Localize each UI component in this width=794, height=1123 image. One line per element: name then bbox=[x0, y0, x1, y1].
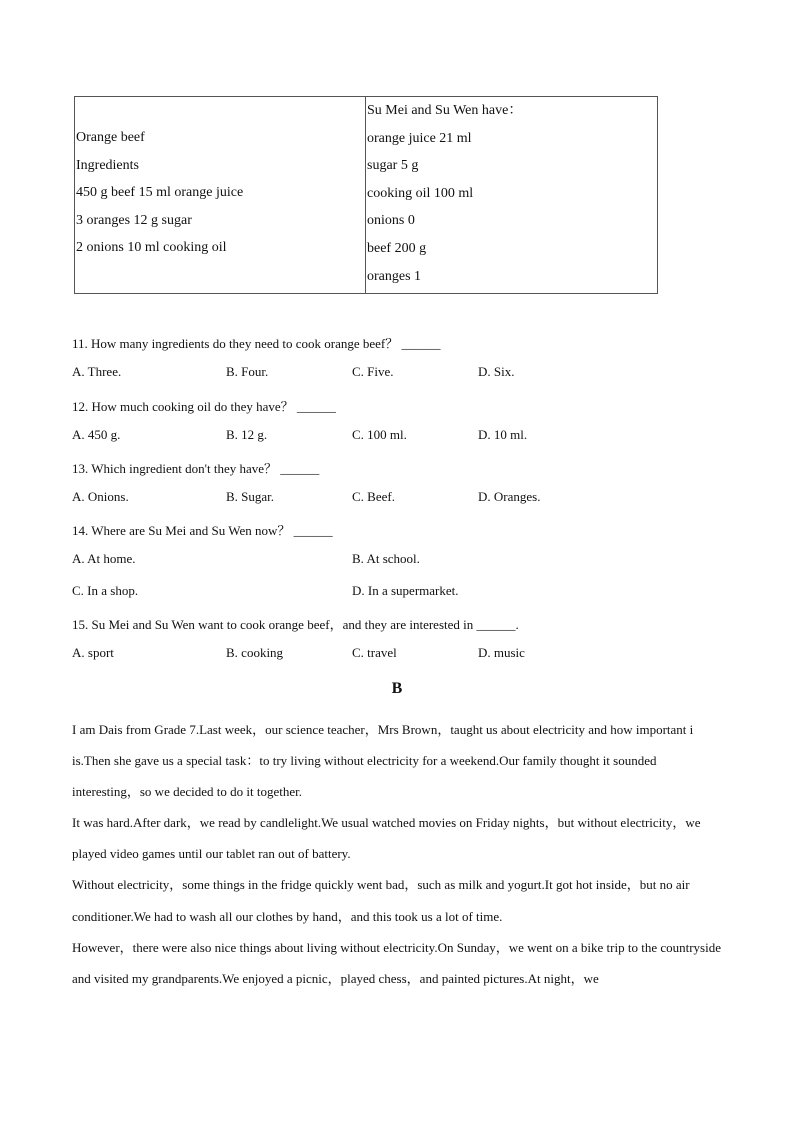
have-line: oranges 1 bbox=[367, 268, 422, 284]
passage-paragraph: It was hard.After dark，we read by candlelight.We usual watched movies on Friday nights，but without electricity，we played video games until our tablet ran out of battery. bbox=[72, 815, 701, 862]
question-11: 11. How many ingredients do they need to cook orange beef？ ______ bbox=[72, 336, 441, 351]
question-12: 12. How much cooking oil do they have？ ______ bbox=[72, 399, 336, 414]
recipe-line: Ingredients bbox=[76, 157, 139, 173]
option-a[interactable]: A. At home. bbox=[72, 551, 136, 566]
option-b[interactable]: B. Sugar. bbox=[226, 489, 275, 504]
have-cell bbox=[366, 97, 658, 294]
recipe-line: Orange beef bbox=[76, 130, 145, 145]
option-c[interactable]: C. 100 ml. bbox=[352, 427, 407, 442]
section-heading: B bbox=[391, 680, 403, 697]
option-c[interactable]: C. travel bbox=[352, 645, 397, 660]
question-14: 14. Where are Su Mei and Su Wen now？ ______ bbox=[72, 523, 333, 538]
have-line: orange juice 21 ml bbox=[367, 130, 472, 146]
reading-passage bbox=[72, 714, 724, 994]
option-d[interactable]: D. music bbox=[478, 645, 525, 660]
option-b[interactable]: B. 12 g. bbox=[226, 427, 268, 442]
recipe-line: 3 oranges 12 g sugar bbox=[76, 212, 192, 228]
recipe-cell bbox=[75, 97, 366, 294]
option-b[interactable]: B. Four. bbox=[226, 364, 269, 379]
have-line: beef 200 g bbox=[367, 240, 427, 256]
option-d[interactable]: D. 10 ml. bbox=[478, 427, 528, 442]
passage-paragraph: However，there were also nice things about living without electricity.On Sunday，we went on a bike trip to the countryside and visited my grandparents.We enjoyed a picnic，played chess，and painted pictures.At night，we bbox=[72, 939, 721, 986]
passage-paragraph: I am Dais from Grade 7.Last week，our science teacher，Mrs Brown，taught us about electricity and how important i is.Then she gave us a special task：to try living without electricity for a weekend.Our family thought it sounded interesting，so we decided to do it together. bbox=[72, 722, 694, 800]
recipe-table bbox=[74, 96, 658, 294]
option-a[interactable]: A. 450 g. bbox=[72, 427, 121, 442]
option-c[interactable]: C. Beef. bbox=[352, 489, 395, 504]
option-d[interactable]: D. In a supermarket. bbox=[352, 583, 459, 598]
have-line: Su Mei and Su Wen have： bbox=[367, 103, 523, 118]
have-line: sugar 5 g bbox=[367, 158, 419, 174]
have-line: onions 0 bbox=[367, 213, 415, 229]
option-d[interactable]: D. Oranges. bbox=[478, 489, 541, 504]
option-b[interactable]: B. cooking bbox=[226, 645, 284, 660]
option-c[interactable]: C. In a shop. bbox=[72, 583, 139, 598]
recipe-line: 450 g beef 15 ml orange juice bbox=[76, 185, 244, 201]
option-a[interactable]: A. sport bbox=[72, 645, 114, 660]
passage-paragraph: Without electricity，some things in the fridge quickly went bad，such as milk and yogurt.It got hot inside，but no air conditioner.We had to wash all our clothes by hand，and this took us a lot of time. bbox=[72, 877, 690, 924]
have-line: cooking oil 100 ml bbox=[367, 185, 474, 201]
recipe-line: 2 onions 10 ml cooking oil bbox=[76, 240, 227, 256]
option-d[interactable]: D. Six. bbox=[478, 364, 515, 379]
option-a[interactable]: A. Onions. bbox=[72, 489, 129, 504]
option-a[interactable]: A. Three. bbox=[72, 364, 122, 379]
question-15: 15. Su Mei and Su Wen want to cook orange beef，and they are interested in ______. bbox=[72, 617, 519, 632]
option-b[interactable]: B. At school. bbox=[352, 551, 420, 566]
option-c[interactable]: C. Five. bbox=[352, 364, 394, 379]
question-13: 13. Which ingredient don't they have？ ______ bbox=[72, 461, 320, 476]
